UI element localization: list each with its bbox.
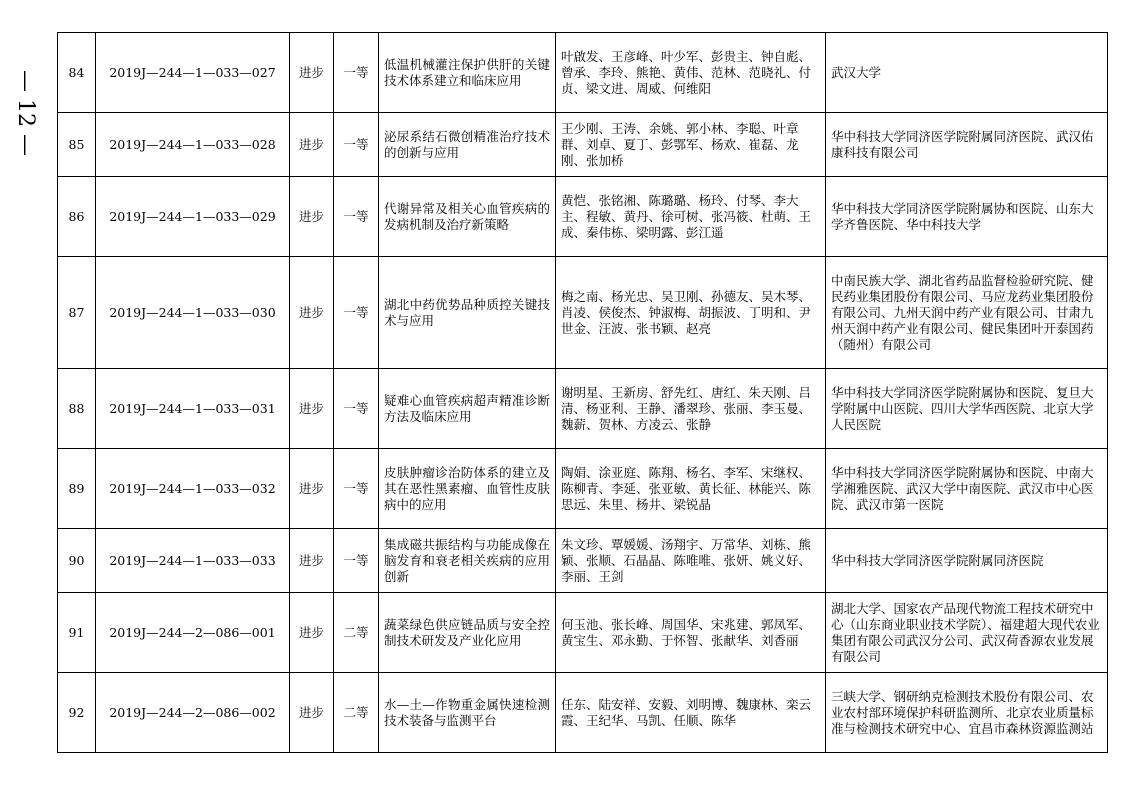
award-number-cell: 85 [58, 113, 96, 177]
contributors-cell: 叶啟发、王彦峰、叶少军、彭贵主、钟自彪、曾承、李玲、熊艳、黄伟、范林、范晓礼、付贞、梁文进、周威、何维阳 [556, 33, 826, 113]
contributors-cell: 何玉池、张长峰、周国华、宋兆建、郭凤军、黄宝生、邓永勤、于怀智、张献华、刘香丽 [556, 593, 826, 673]
organizations-cell: 湖北大学、国家农产品现代物流工程技术研究中心（山东商业职业技术学院）、福建超大现代农业集团有限公司武汉分公司、武汉荷香源农业发展有限公司 [826, 593, 1108, 673]
awards-table [57, 32, 1108, 753]
project-title-cell: 蔬菜绿色供应链品质与安全控制技术研发及产业化应用 [379, 593, 556, 673]
award-type-cell: 进步 [290, 257, 334, 369]
organizations-cell: 三峡大学、钢研纳克检测技术股份有限公司、农业农村部环境保护科研监测所、北京农业质量标准与检测技术研究中心、宜昌市森林资源监测站 [826, 673, 1108, 753]
contributors-cell: 谢明星、王新房、舒先红、唐红、朱天刚、吕清、杨亚利、王静、潘翠珍、张丽、李玉曼、魏薪、贺林、方凌云、张静 [556, 369, 826, 449]
award-type-cell: 进步 [290, 529, 334, 593]
award-type-cell: 进步 [290, 33, 334, 113]
project-title-cell: 集成磁共振结构与功能成像在脑发育和衰老相关疾病的应用创新 [379, 529, 556, 593]
award-grade-cell: 二等 [334, 593, 379, 673]
award-number-cell: 90 [58, 529, 96, 593]
contributors-cell: 朱文珍、覃媛媛、汤翔宇、万常华、刘栋、熊颖、张顺、石晶晶、陈唯唯、张妍、姚义好、李丽、王剑 [556, 529, 826, 593]
award-type-cell: 进步 [290, 369, 334, 449]
page-number: — 12 — [13, 70, 38, 156]
award-number-cell: 84 [58, 33, 96, 113]
award-code-cell: 2019J—244—1—033—033 [96, 529, 290, 593]
award-code-cell: 2019J—244—1—033—030 [96, 257, 290, 369]
project-title-cell: 代谢异常及相关心血管疾病的发病机制及治疗新策略 [379, 177, 556, 257]
table-row [58, 177, 1108, 257]
award-code-cell: 2019J—244—1—033—027 [96, 33, 290, 113]
award-grade-cell: 一等 [334, 177, 379, 257]
project-title-cell: 水—土—作物重金属快速检测技术装备与监测平台 [379, 673, 556, 753]
contributors-cell: 任东、陆安祥、安毅、刘明博、魏康林、栾云霞、王纪华、马凯、任顺、陈华 [556, 673, 826, 753]
table-row [58, 113, 1108, 177]
organizations-cell: 中南民族大学、湖北省药品监督检验研究院、健民药业集团股份有限公司、马应龙药业集团股份有限公司、九州天润中药产业有限公司、甘肃九州天润中药产业有限公司、健民集团叶开泰国药（随州）有限公司 [826, 257, 1108, 369]
organizations-cell: 华中科技大学同济医学院附属协和医院、山东大学齐鲁医院、华中科技大学 [826, 177, 1108, 257]
award-code-cell: 2019J—244—1—033—028 [96, 113, 290, 177]
organizations-cell: 华中科技大学同济医学院附属协和医院、复旦大学附属中山医院、四川大学华西医院、北京大学人民医院 [826, 369, 1108, 449]
award-type-cell: 进步 [290, 673, 334, 753]
award-number-cell: 87 [58, 257, 96, 369]
award-grade-cell: 一等 [334, 257, 379, 369]
award-type-cell: 进步 [290, 113, 334, 177]
award-code-cell: 2019J—244—2—086—002 [96, 673, 290, 753]
award-grade-cell: 一等 [334, 369, 379, 449]
award-grade-cell: 一等 [334, 529, 379, 593]
award-grade-cell: 一等 [334, 449, 379, 529]
table-row [58, 673, 1108, 753]
award-code-cell: 2019J—244—1—033—029 [96, 177, 290, 257]
organizations-cell: 华中科技大学同济医学院附属协和医院、中南大学湘雅医院、武汉大学中南医院、武汉市中心医院、武汉市第一医院 [826, 449, 1108, 529]
award-number-cell: 91 [58, 593, 96, 673]
project-title-cell: 疑难心血管疾病超声精准诊断方法及临床应用 [379, 369, 556, 449]
project-title-cell: 湖北中药优势品种质控关键技术与应用 [379, 257, 556, 369]
contributors-cell: 陶娟、涂亚庭、陈翔、杨名、李军、宋继权、陈柳青、李延、张亚敏、黄长征、林能兴、陈思远、朱里、杨井、梁锐晶 [556, 449, 826, 529]
award-number-cell: 89 [58, 449, 96, 529]
organizations-cell: 华中科技大学同济医学院附属同济医院、武汉佑康科技有限公司 [826, 113, 1108, 177]
contributors-cell: 王少刚、王涛、余姚、郭小林、李聪、叶章群、刘卓、夏丁、彭鄂军、杨欢、崔磊、龙刚、张加桥 [556, 113, 826, 177]
organizations-cell: 武汉大学 [826, 33, 1108, 113]
award-grade-cell: 一等 [334, 113, 379, 177]
contributors-cell: 黄恺、张铭湘、陈璐璐、杨玲、付琴、李大主、程敏、黄丹、徐可树、张冯筱、杜萌、王成、秦伟栋、梁明露、彭江遥 [556, 177, 826, 257]
award-grade-cell: 二等 [334, 673, 379, 753]
table-row [58, 257, 1108, 369]
award-code-cell: 2019J—244—1—033—032 [96, 449, 290, 529]
table-row [58, 33, 1108, 113]
award-type-cell: 进步 [290, 177, 334, 257]
award-type-cell: 进步 [290, 449, 334, 529]
award-code-cell: 2019J—244—2—086—001 [96, 593, 290, 673]
award-code-cell: 2019J—244—1—033—031 [96, 369, 290, 449]
contributors-cell: 梅之南、杨光忠、吴卫刚、孙德友、吴木琴、肖凌、侯俊杰、钟淑梅、胡振波、丁明和、尹世金、汪波、张书颖、赵亮 [556, 257, 826, 369]
table-row [58, 593, 1108, 673]
awards-table-body [58, 33, 1108, 753]
award-type-cell: 进步 [290, 593, 334, 673]
table-row [58, 369, 1108, 449]
table-row [58, 449, 1108, 529]
organizations-cell: 华中科技大学同济医学院附属同济医院 [826, 529, 1108, 593]
award-grade-cell: 一等 [334, 33, 379, 113]
table-row [58, 529, 1108, 593]
project-title-cell: 泌尿系结石微创精准治疗技术的创新与应用 [379, 113, 556, 177]
award-number-cell: 92 [58, 673, 96, 753]
project-title-cell: 低温机械灌注保护供肝的关键技术体系建立和临床应用 [379, 33, 556, 113]
award-number-cell: 86 [58, 177, 96, 257]
project-title-cell: 皮肤肿瘤诊治防体系的建立及其在恶性黑素瘤、血管性皮肤病中的应用 [379, 449, 556, 529]
award-number-cell: 88 [58, 369, 96, 449]
